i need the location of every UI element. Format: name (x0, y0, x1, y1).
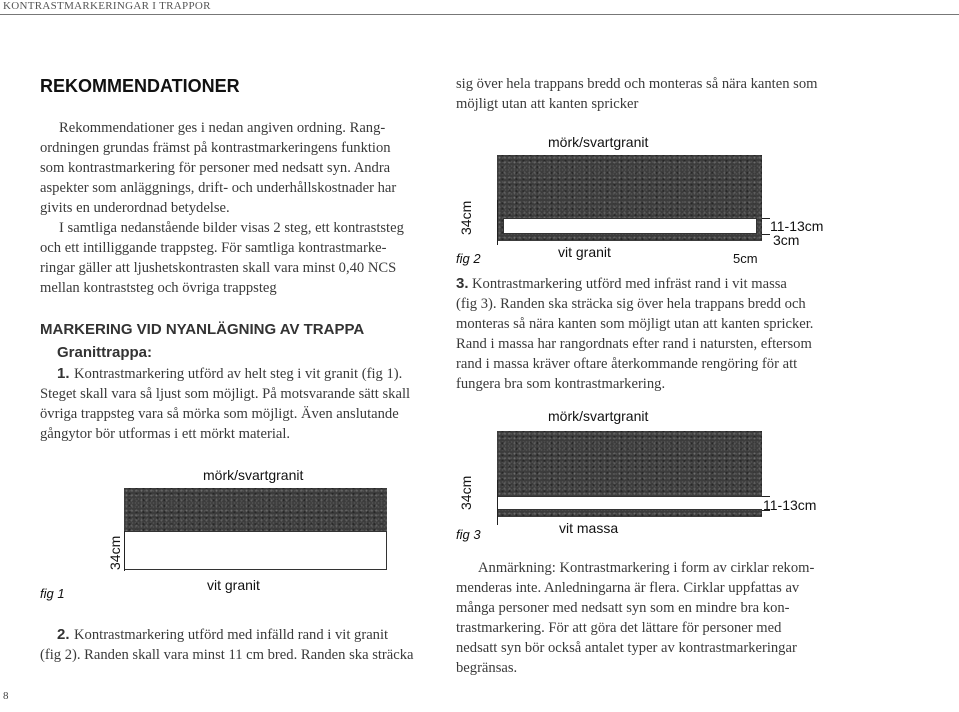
fig3-height-label: 34cm (458, 475, 474, 510)
text-line: övriga trappsteg vara så mörka som möjligt. Även anslutande (40, 406, 399, 422)
text-line: nedsatt syn bör också antalet typer av kontrastmarkeringar (456, 640, 797, 656)
item-3-number: 3. (456, 275, 469, 292)
fig1-caption: fig 1 (40, 586, 65, 601)
text-line: gångytor bör utformas i ett mörkt material. (40, 426, 291, 442)
text-line: givits en underordnad betydelse. (40, 200, 230, 216)
fig1-height-label: 34cm (107, 535, 123, 570)
heading-rekommendationer: REKOMMENDATIONER (40, 76, 240, 96)
text-line: (fig 2). Randen skall vara minst 11 cm bred. Randen ska sträcka (40, 647, 414, 663)
text-line: och ett intilliggande trappsteg. För samtliga kontrastmarke- (40, 240, 387, 256)
fig2-white-stripe (503, 218, 757, 234)
text-line: Kontrastmarkering utförd av helt steg i vit granit (fig 1). (74, 366, 403, 382)
fig3-width-label: 11-13cm (763, 497, 817, 513)
fig3-stripe-label: vit massa (559, 520, 619, 536)
text-line: rand i massa kräver oftare återkommande rengöring för att (456, 356, 798, 372)
text-line: trastmarkering. För att göra det lättare för personer med (456, 620, 782, 636)
fig1-dark-granite-step (124, 488, 387, 531)
fig2-edge-label: 5cm (733, 251, 758, 266)
text-line: Anmärkning: Kontrastmarkering i form av cirklar rekom- (478, 560, 815, 576)
subheading-granittrappa: Granittrappa: (57, 344, 153, 361)
text-line: mellan kontraststeg och övriga trappsteg (40, 280, 277, 296)
fig2-edge-line (497, 200, 498, 245)
text-line: aspekter som anläggnings, drift- och underhållskostnader har (40, 180, 397, 196)
text-line: menderas inte. Anledningarna är flera. Cirklar uppfattas av (456, 580, 800, 596)
text-line: (fig 3). Randen ska sträcka sig över hela trappans bredd och (456, 296, 806, 312)
text-line: Steget skall vara så ljust som möjligt. På motsvarande sätt skall (40, 386, 411, 402)
fig2-caption: fig 2 (456, 251, 481, 266)
text-line: fungera bra som kontrastmarkering. (456, 376, 666, 392)
fig1-edge-line (124, 531, 125, 571)
text-line: många personer med nedsatt syn som en mindre bra kon- (456, 600, 790, 616)
text-line: ringar gäller att ljushetskontrasten skall vara minst 0,40 NCS (40, 260, 397, 276)
fig1-white-granite-step (124, 531, 387, 570)
running-title: KONTRASTMARKERINGAR I TRAPPOR (3, 0, 211, 12)
text-line: sig över hela trappans bredd och monteras så nära kanten som (456, 76, 818, 92)
text-line: möjligt utan att kanten spricker (456, 96, 639, 112)
text-line: Kontrastmarkering utförd med infälld rand i vit granit (74, 627, 389, 643)
fig2-dim-line-top (762, 218, 770, 219)
fig2-dim-line-bottom (762, 234, 770, 235)
text-line: I samtliga nedanstående bilder visas 2 steg, ett kontraststeg (59, 220, 404, 236)
fig2-width-label: 11-13cm (770, 218, 824, 234)
fig1-bottom-label: vit granit (207, 577, 260, 593)
text-line: Rand i massa har rangordnats efter rand i natursten, eftersom (456, 336, 812, 352)
fig1-top-label: mörk/svartgranit (203, 467, 304, 483)
item-2-number: 2. (57, 626, 70, 643)
item-1-number: 1. (57, 365, 70, 382)
fig3-caption: fig 3 (456, 527, 481, 542)
fig3-edge-line (497, 480, 498, 525)
text-line: monteras så nära kanten som möjligt utan att kanten spricker. (456, 316, 814, 332)
subheading-nyanlagning: MARKERING VID NYANLÄGNING AV TRAPPA (40, 321, 365, 338)
fig3-white-stripe (497, 496, 762, 510)
fig2-top-label: mörk/svartgranit (548, 134, 649, 150)
text-line: begränsas. (456, 660, 518, 676)
fig3-top-label: mörk/svartgranit (548, 408, 649, 424)
fig2-stripe-label: vit granit (558, 244, 611, 260)
text-line: ordningen grundas främst på kontrastmarkeringens funktion (40, 140, 391, 156)
text-line: som kontrastmarkering för personer med nedsatt syn. Andra (40, 160, 391, 176)
text-line: Rekommendationer ges i nedan angiven ordning. Rang- (59, 120, 386, 136)
page-number: 8 (3, 690, 9, 702)
running-header (0, 0, 959, 15)
fig2-depth-label: 3cm (773, 232, 800, 248)
fig2-height-label: 34cm (458, 200, 474, 235)
text-line: Kontrastmarkering utförd med infräst rand i vit massa (472, 276, 787, 292)
